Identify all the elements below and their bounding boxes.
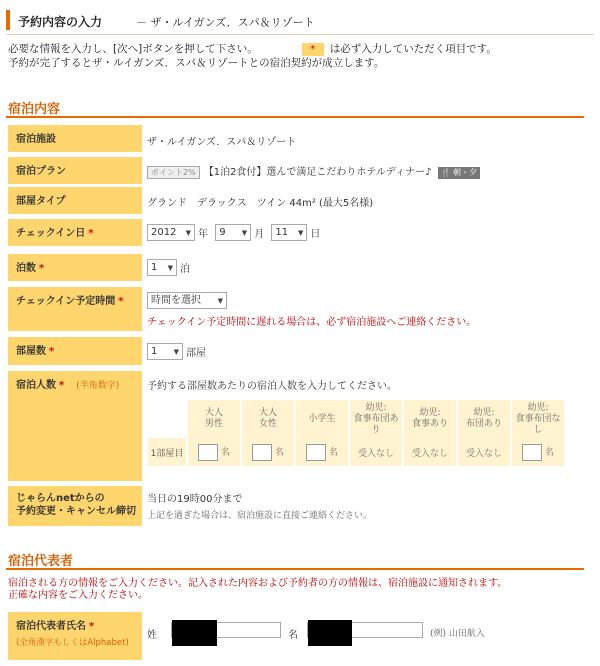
adult-male-cell: 名 xyxy=(188,438,240,466)
room-type-value: グランド デラックス ツイン 44m² (最大5名様) xyxy=(147,198,374,209)
column-header: 幼児: 布団あり xyxy=(458,400,510,438)
room-type-label: 部屋タイプ xyxy=(8,187,142,214)
redacted-block xyxy=(172,620,217,646)
required-swatch: * xyxy=(302,43,324,56)
last-name-label: 姓 xyxy=(147,630,157,641)
column-header: 幼児: 食事布団なし xyxy=(512,400,564,438)
rooms-row: 1 ▼ 部屋 xyxy=(147,343,210,360)
header-accent-bar xyxy=(6,10,10,30)
infant-none-input[interactable] xyxy=(522,444,542,461)
infant-futon-cell: 受入なし xyxy=(458,438,510,466)
guest-count-table xyxy=(146,400,566,466)
rep-name-hint: (全角漢字もしくはAlphabet) xyxy=(16,638,129,648)
intro-line2: 予約が完了するとザ・ルイガンズ．スパ＆リゾートとの宿泊契約が成立します。 xyxy=(8,57,385,69)
cancel-deadline-text: 当日の19時00分まで xyxy=(147,494,243,505)
table-row xyxy=(148,438,564,466)
facility-value: ザ・ルイガンズ．スパ＆リゾート xyxy=(147,137,297,148)
plan-name: 【1泊2食付】選んで満足こだわりホテルディナー♪ xyxy=(203,167,432,178)
nights-label: 泊数 * xyxy=(8,254,142,281)
rep-notice-line2: 正確な内容をご入力ください。 xyxy=(8,590,148,601)
cancel-deadline-value xyxy=(147,490,372,521)
page-title: 予約内容の入力 xyxy=(18,15,103,29)
stay-section-header xyxy=(6,96,584,118)
checkin-year-select[interactable]: 2012 ▼ xyxy=(147,224,195,241)
plan-label: 宿泊プラン xyxy=(8,157,142,184)
chevron-down-icon: ▼ xyxy=(167,264,173,272)
rep-section-title: 宿泊代表者 xyxy=(8,554,74,569)
plan-value-row xyxy=(147,163,480,179)
adult-female-cell: 名 xyxy=(242,438,294,466)
column-header: 大人 男性 xyxy=(188,400,240,438)
points-badge: ポイント2% xyxy=(147,166,200,179)
table-corner xyxy=(148,400,186,438)
meal-icon: 🍴 朝・夕 xyxy=(438,167,481,179)
rep-name-label: 宿泊代表者氏名 * (全角漢字もしくはAlphabet) xyxy=(8,612,142,660)
checkin-month-select[interactable]: 9 ▼ xyxy=(215,224,251,241)
intro-text xyxy=(8,42,593,70)
chevron-down-icon: ▼ xyxy=(241,229,248,237)
nights-row: 1 ▼ 泊 xyxy=(147,259,194,276)
required-note: は必ず入力していただく項目です。 xyxy=(329,43,497,55)
cancel-deadline-note: 上記を過ぎた場合は、宿泊施設に直接ご連絡ください。 xyxy=(147,511,373,521)
checkin-time-warning: チェックイン予定時間に遅れる場合は、必ず宿泊施設へご連絡ください。 xyxy=(147,317,477,328)
redacted-block xyxy=(308,620,352,646)
checkin-day-select[interactable]: 11 ▼ xyxy=(271,224,307,241)
chevron-down-icon: ▼ xyxy=(217,297,223,305)
first-name-label: 名 xyxy=(288,630,298,641)
room-row-label: 1部屋目 xyxy=(148,438,186,466)
chevron-down-icon: ▼ xyxy=(185,229,191,237)
chevron-down-icon: ▼ xyxy=(297,229,304,237)
cancel-deadline-label: じゃらんnetからの 予約変更・キャンセル締切 xyxy=(8,486,142,526)
rep-notice-line1: 宿泊される方の情報をご入力ください。記入された内容および予約者の方の情報は、宿泊施設に通知されます。 xyxy=(8,578,508,589)
adult-female-input[interactable] xyxy=(252,444,272,461)
guests-label: 宿泊人数 * (半角数字) xyxy=(8,371,142,481)
column-header: 幼児: 食事布団あり xyxy=(350,400,402,438)
page-subtitle: － ザ・ルイガンズ．スパ＆リゾート xyxy=(136,16,315,29)
table-header-row xyxy=(148,400,564,438)
elementary-input[interactable] xyxy=(306,444,326,461)
adult-male-input[interactable] xyxy=(198,444,218,461)
stay-section-title: 宿泊内容 xyxy=(8,102,61,117)
guests-hint: (半角数字) xyxy=(76,381,120,391)
checkin-time-label: チェックイン予定時間 * xyxy=(8,287,142,331)
rep-notice xyxy=(8,578,507,602)
intro-line1: 必要な情報を入力し、[次へ]ボタンを押して下さい。 xyxy=(8,43,258,55)
facility-label: 宿泊施設 xyxy=(8,125,142,152)
column-header: 大人 女性 xyxy=(242,400,294,438)
rooms-select[interactable]: 1 ▼ xyxy=(147,343,183,360)
infant-meal-cell: 受入なし xyxy=(404,438,456,466)
infant-none-cell: 名 xyxy=(512,438,564,466)
column-header: 小学生 xyxy=(296,400,348,438)
chevron-down-icon: ▼ xyxy=(173,348,179,356)
nights-select[interactable]: 1 ▼ xyxy=(147,259,177,276)
infant-meal-futon-cell: 受入なし xyxy=(350,438,402,466)
checkin-date-label: チェックイン日 * xyxy=(8,219,142,246)
guests-instruction: 予約する部屋数あたりの宿泊人数を入力してください。 xyxy=(147,381,397,392)
elementary-cell: 名 xyxy=(296,438,348,466)
page-header xyxy=(6,8,594,35)
checkin-time-select[interactable]: 時間を選択 ▼ xyxy=(147,292,227,309)
column-header: 幼児: 食事あり xyxy=(404,400,456,438)
checkin-date-row: 2012 ▼ 年 9 ▼ 月 11 ▼ 日 xyxy=(147,224,324,241)
cutlery-icon: 🍴 xyxy=(440,168,451,177)
rooms-label: 部屋数 * xyxy=(8,337,142,365)
name-example: (例) 山田航入 xyxy=(430,629,485,639)
rep-section-header xyxy=(6,548,584,570)
checkin-time-row xyxy=(147,292,476,328)
